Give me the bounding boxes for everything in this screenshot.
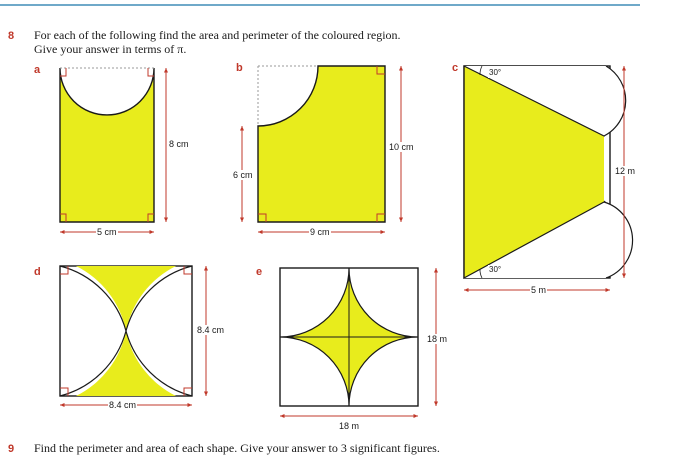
- figure-e-height-label: 18 m: [427, 334, 448, 344]
- figure-a: [60, 68, 166, 232]
- figure-a-height-label: 8 cm: [169, 139, 189, 149]
- figure-c-label: c: [452, 62, 459, 74]
- figure-d-height-label: 8.4 cm: [197, 325, 225, 335]
- question-9-line-1: Find the perimeter and area of each shape. Give your answer to 3 significant figures.: [34, 441, 440, 455]
- figure-e: [280, 268, 436, 416]
- figure-a-region: [60, 68, 154, 222]
- question-8-line-2: Give your answer in terms of π.: [34, 42, 187, 56]
- figure-e-width-label: 18 m: [339, 421, 360, 431]
- figure-b-region: [258, 66, 385, 222]
- figure-e-label: e: [256, 266, 263, 278]
- figure-c-angle-top: 30°: [489, 68, 502, 77]
- figure-c: [464, 66, 633, 290]
- figure-c-height-label: 12 m: [615, 166, 636, 176]
- figure-b-left-label: 6 cm: [233, 170, 253, 180]
- figure-b-height-label: 10 cm: [389, 142, 414, 152]
- figure-b-width-label: 9 cm: [310, 227, 330, 237]
- figure-d: [60, 266, 206, 405]
- figure-d-width-label: 8.4 cm: [109, 400, 137, 410]
- figure-c-angle-bottom: 30°: [489, 265, 502, 274]
- question-9-number: 9: [8, 443, 15, 455]
- question-8-number: 8: [8, 30, 15, 42]
- figure-b-label: b: [236, 62, 243, 74]
- question-8-line-1: For each of the following find the area and perimeter of the coloured region.: [34, 28, 401, 42]
- figure-a-label: a: [34, 64, 41, 76]
- figure-b: [242, 66, 401, 232]
- figure-d-label: d: [34, 266, 41, 278]
- figure-a-width-label: 5 cm: [97, 227, 117, 237]
- figure-c-width-label: 5 m: [531, 285, 547, 295]
